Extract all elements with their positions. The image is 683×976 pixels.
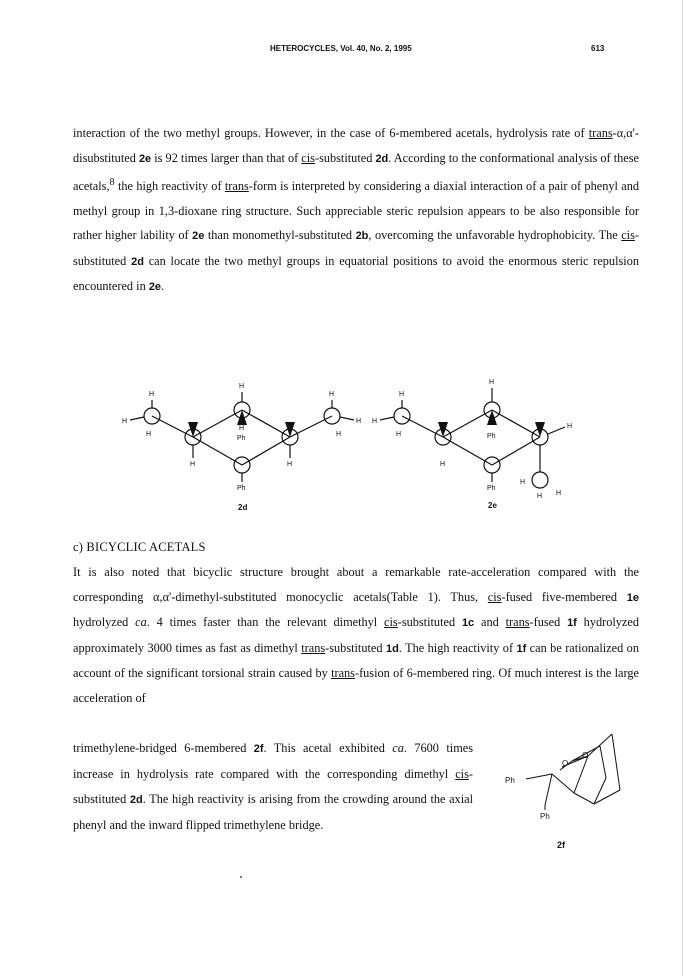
italic-cis: cis xyxy=(301,150,315,165)
italic-ca: ca xyxy=(135,615,147,629)
h-label: H xyxy=(239,383,245,390)
text-run: -substituted xyxy=(325,640,386,655)
h-label: H xyxy=(556,490,562,497)
text-run: . The high reactivity is arising from the crowding around the axial phenyl and the inward flipped trimethylene bridge. xyxy=(73,792,473,832)
compound-ref: 2b xyxy=(355,230,369,243)
text-run: . 4 times faster than the relevant dimethyl xyxy=(146,615,385,629)
h-label: H xyxy=(440,461,446,468)
h-label: H xyxy=(146,431,152,438)
italic-trans: trans xyxy=(588,126,613,140)
bicyclic-acetal-drawing xyxy=(500,730,630,860)
text-run: and xyxy=(474,615,506,629)
journal-citation: HETEROCYCLES, Vol. 40, No. 2, 1995 xyxy=(270,44,412,53)
text-run: hydrolyzed xyxy=(73,615,136,629)
text-run: hydrolyzed approximately 3000 times as fast as dimethyl xyxy=(73,615,639,655)
conformer-drawing xyxy=(100,370,600,520)
ph-label: Ph xyxy=(487,433,496,440)
h-label: H xyxy=(372,418,378,425)
h-label: H xyxy=(399,391,405,398)
text-run: . This acetal exhibited xyxy=(263,741,393,755)
compound-ref: 1f xyxy=(516,642,527,655)
h-label: H xyxy=(149,391,155,398)
compound-ref: 1e xyxy=(626,591,639,604)
italic-trans: trans xyxy=(224,179,249,194)
ph-label: Ph xyxy=(540,812,550,821)
compound-ref: 1f xyxy=(567,617,577,629)
h-label: H xyxy=(396,431,402,438)
h-label: H xyxy=(489,415,495,422)
h-label: H xyxy=(567,423,573,430)
compound-ref: 2e xyxy=(138,152,152,165)
paragraph-6-membered-acetals xyxy=(73,121,639,300)
compound-ref: 2d xyxy=(375,152,389,165)
text-run: -substituted xyxy=(73,228,639,268)
text-run: trimethylene-bridged 6-membered xyxy=(73,741,254,755)
compound-label-2f: 2f xyxy=(557,840,566,850)
italic-trans: trans xyxy=(301,640,326,655)
paragraph-trimethylene xyxy=(73,736,473,838)
newman-labels xyxy=(122,379,572,512)
text-run: is 92 times larger than that of xyxy=(151,150,302,165)
oxygen-label: O xyxy=(562,759,569,768)
oxygen-label: O xyxy=(582,751,589,760)
text-run: -fusion of 6-membered ring. Of much interest is the large acceleration of xyxy=(73,666,639,705)
running-header xyxy=(0,44,683,58)
h-label: H xyxy=(329,391,335,398)
text-run: It is also noted that bicyclic structure brought about a remarkable rate-acceleration compared with the corresponding α,α'-dimethyl-substituted monocyclic acetals(Table 1). Thus, xyxy=(73,565,639,604)
h-label: H xyxy=(122,418,128,425)
h-label: H xyxy=(537,493,543,500)
h-label: H xyxy=(356,418,362,425)
text-run: -α,α'-disubstituted xyxy=(73,126,639,165)
compound-ref: 2f xyxy=(253,743,264,755)
italic-ca: ca xyxy=(392,741,404,755)
text-run: . The high reactivity of xyxy=(398,640,517,655)
italic-trans: trans xyxy=(331,666,355,680)
structure-2f xyxy=(500,730,630,860)
h-label: H xyxy=(190,461,196,468)
h-label: H xyxy=(287,461,293,468)
text-run: -form is interpreted by considering a diaxial interaction of a pair of phenyl and methyl group in 1,3-dioxane ring structure. Such appreciable steric repulsion appears to be also responsible for rather higher lability of xyxy=(73,179,639,243)
italic-cis: cis xyxy=(384,615,398,629)
text-run: can be rationalized on account of the significant torsional strain caused by xyxy=(73,640,639,680)
text-run: . According to the conformational analysis of these acetals, xyxy=(73,150,639,194)
speck xyxy=(240,876,242,878)
ph-label: Ph xyxy=(505,776,515,785)
compound-ref: 2e xyxy=(192,230,205,243)
text-run: -substituted xyxy=(397,615,462,629)
text-run: can locate the two methyl groups in equatorial positions to avoid the enormous steric repulsion encountered in xyxy=(73,253,639,294)
text-run: the high reactivity of xyxy=(114,179,225,194)
text-run: -fused xyxy=(529,615,568,629)
compound-ref: 1c xyxy=(461,617,475,629)
h-label: H xyxy=(336,431,342,438)
compound-ref: 2d xyxy=(131,255,144,268)
text-run: , overcoming the unfavorable hydrophobicity. The xyxy=(368,228,622,243)
ph-label: Ph xyxy=(237,485,246,492)
compound-ref: 2d xyxy=(129,794,143,806)
text-run: than monomethyl-substituted xyxy=(204,228,356,243)
text-run: -fused five-membered xyxy=(501,589,627,604)
ph-label: Ph xyxy=(237,435,246,442)
italic-cis: cis xyxy=(487,589,502,604)
compound-label-2d: 2d xyxy=(238,503,248,512)
italic-cis: cis xyxy=(455,767,469,781)
page-number: 613 xyxy=(591,44,605,53)
compound-ref: 2e xyxy=(148,281,162,294)
h-label: H xyxy=(239,425,245,432)
text-run: -substituted xyxy=(73,767,473,806)
h-label: H xyxy=(489,379,495,386)
italic-cis: cis xyxy=(621,228,635,243)
h-label: H xyxy=(520,479,526,486)
compound-ref: 1d xyxy=(385,642,399,655)
section-heading: c) BICYCLIC ACETALS xyxy=(73,540,206,554)
ph-label: Ph xyxy=(487,485,496,492)
italic-trans: trans xyxy=(505,615,530,629)
text-run: -substituted xyxy=(314,150,376,165)
paragraph-bicyclic xyxy=(73,560,639,710)
text-run: . xyxy=(161,279,165,294)
text-run: interaction of the two methyl groups. However, in the case of 6-membered acetals, hydrolysis rate of xyxy=(73,126,589,140)
compound-label-2e: 2e xyxy=(488,501,497,510)
reference-superscript: 8 xyxy=(109,177,115,188)
newman-conformation-diagram xyxy=(100,370,600,520)
text-run: . 7600 times increase in hydrolysis rate compared with the corresponding dimethyl xyxy=(73,741,474,781)
